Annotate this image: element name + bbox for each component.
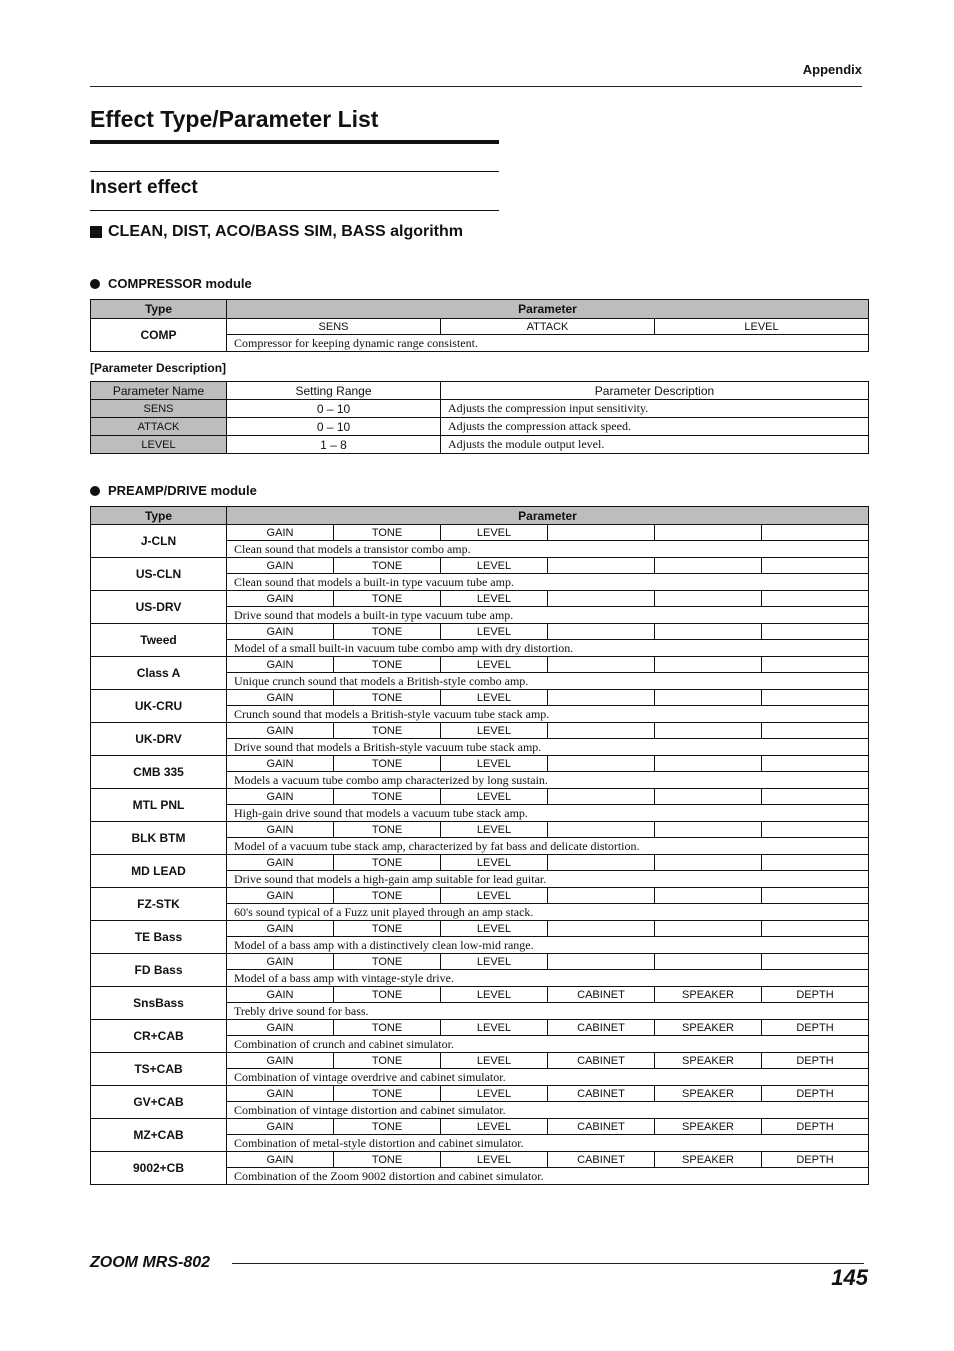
effect-description: Combination of the Zoom 9002 distortion and cabinet simulator. — [227, 1168, 869, 1185]
param-cell: TONE — [334, 1053, 441, 1069]
effect-description: Drive sound that models a high-gain amp suitable for lead guitar. — [227, 871, 869, 888]
param-cell: TONE — [334, 822, 441, 838]
param-cell — [762, 624, 869, 640]
col-type: Type — [91, 300, 227, 319]
param-cell — [548, 888, 655, 904]
col-param-name: Parameter Name — [91, 382, 227, 400]
effect-description: Crunch sound that models a British-style vacuum tube stack amp. — [227, 706, 869, 723]
param-cell — [762, 756, 869, 772]
effect-description: Combination of vintage overdrive and cabinet simulator. — [227, 1069, 869, 1086]
param-cell — [655, 525, 762, 541]
effect-type: MZ+CAB — [91, 1119, 227, 1152]
effect-type: MTL PNL — [91, 789, 227, 822]
effect-description: Drive sound that models a built-in type vacuum tube amp. — [227, 607, 869, 624]
param-cell: GAIN — [227, 723, 334, 739]
param-cell: LEVEL — [441, 1119, 548, 1135]
param-cell: LEVEL — [441, 624, 548, 640]
subtitle-rule-top — [90, 171, 499, 172]
param-cell: TONE — [334, 723, 441, 739]
effect-type: TS+CAB — [91, 1053, 227, 1086]
param-cell: LEVEL — [441, 1020, 548, 1036]
effect-description: Clean sound that models a built-in type vacuum tube amp. — [227, 574, 869, 591]
table-row — [91, 756, 869, 772]
param-cell — [655, 789, 762, 805]
effect-description: Clean sound that models a transistor combo amp. — [227, 541, 869, 558]
param-cell: TONE — [334, 624, 441, 640]
section-subtitle: Insert effect — [90, 177, 198, 198]
algorithm-heading — [90, 223, 463, 241]
param-cell — [762, 954, 869, 970]
param-cell: GAIN — [227, 822, 334, 838]
param-cell: LEVEL — [655, 319, 869, 335]
table-row — [91, 1152, 869, 1168]
col-param-description: Parameter Description — [441, 382, 869, 400]
table-row — [91, 1086, 869, 1102]
param-cell: DEPTH — [762, 1053, 869, 1069]
col-setting-range: Setting Range — [227, 382, 441, 400]
effect-description: 60's sound typical of a Fuzz unit played through an amp stack. — [227, 904, 869, 921]
param-cell — [548, 624, 655, 640]
param-cell — [655, 657, 762, 673]
bullet-icon — [90, 279, 100, 289]
param-cell: TONE — [334, 954, 441, 970]
param-cell: TONE — [334, 921, 441, 937]
effect-type: BLK BTM — [91, 822, 227, 855]
param-cell — [762, 822, 869, 838]
param-cell — [762, 855, 869, 871]
param-cell — [548, 921, 655, 937]
header-rule — [90, 86, 862, 87]
param-desc-table — [90, 381, 869, 454]
table-row — [91, 1053, 869, 1069]
effect-description: Model of a bass amp with vintage-style drive. — [227, 970, 869, 987]
param-cell — [762, 921, 869, 937]
param-cell: LEVEL — [441, 591, 548, 607]
effect-description: Combination of crunch and cabinet simulator. — [227, 1036, 869, 1053]
param-cell — [548, 954, 655, 970]
param-cell: LEVEL — [441, 1053, 548, 1069]
table-row — [91, 1119, 869, 1135]
effect-type: J-CLN — [91, 525, 227, 558]
param-cell: TONE — [334, 1119, 441, 1135]
param-desc-label: [Parameter Description] — [90, 361, 227, 375]
effect-type: US-CLN — [91, 558, 227, 591]
table-row — [91, 525, 869, 541]
table-row — [91, 855, 869, 871]
square-bullet-icon — [90, 226, 102, 238]
param-cell: SPEAKER — [655, 1152, 762, 1168]
param-cell: GAIN — [227, 690, 334, 706]
param-cell: TONE — [334, 789, 441, 805]
param-cell: LEVEL — [441, 789, 548, 805]
table-row — [91, 822, 869, 838]
param-cell: TONE — [334, 525, 441, 541]
param-cell: SPEAKER — [655, 1020, 762, 1036]
setting-range: 0 – 10 — [227, 400, 441, 418]
param-cell: CABINET — [548, 1020, 655, 1036]
param-cell: SPEAKER — [655, 1053, 762, 1069]
param-cell — [548, 525, 655, 541]
param-cell — [655, 822, 762, 838]
effect-description: Models a vacuum tube combo amp characterized by long sustain. — [227, 772, 869, 789]
param-cell — [655, 591, 762, 607]
subtitle-rule-bottom — [90, 210, 499, 211]
param-cell: CABINET — [548, 1119, 655, 1135]
param-cell: TONE — [334, 558, 441, 574]
param-cell — [762, 723, 869, 739]
param-cell: LEVEL — [441, 525, 548, 541]
effect-type: Tweed — [91, 624, 227, 657]
param-cell: SENS — [227, 319, 441, 335]
param-cell: TONE — [334, 756, 441, 772]
param-cell: GAIN — [227, 657, 334, 673]
param-cell: GAIN — [227, 888, 334, 904]
param-name: ATTACK — [91, 418, 227, 436]
param-cell: LEVEL — [441, 987, 548, 1003]
effect-description: Combination of vintage distortion and cabinet simulator. — [227, 1102, 869, 1119]
table-row — [91, 921, 869, 937]
effect-type: 9002+CB — [91, 1152, 227, 1185]
param-cell: TONE — [334, 1152, 441, 1168]
param-cell: GAIN — [227, 1119, 334, 1135]
param-cell: TONE — [334, 657, 441, 673]
param-cell — [655, 690, 762, 706]
param-cell: GAIN — [227, 525, 334, 541]
param-cell: LEVEL — [441, 921, 548, 937]
param-cell — [548, 855, 655, 871]
param-cell: SPEAKER — [655, 1086, 762, 1102]
page-number: 145 — [831, 1265, 868, 1290]
param-name: SENS — [91, 400, 227, 418]
param-cell: TONE — [334, 855, 441, 871]
table-row — [91, 723, 869, 739]
col-parameter: Parameter — [227, 300, 869, 319]
param-cell: GAIN — [227, 1086, 334, 1102]
param-cell: GAIN — [227, 1053, 334, 1069]
footer-rule — [232, 1263, 864, 1264]
effect-type: GV+CAB — [91, 1086, 227, 1119]
param-cell — [548, 822, 655, 838]
effect-type: CMB 335 — [91, 756, 227, 789]
effect-type: US-DRV — [91, 591, 227, 624]
param-cell: CABINET — [548, 987, 655, 1003]
param-cell: LEVEL — [441, 954, 548, 970]
algorithm-heading-text: CLEAN, DIST, ACO/BASS SIM, BASS algorithm — [108, 223, 463, 240]
param-cell: LEVEL — [441, 723, 548, 739]
param-cell: LEVEL — [441, 756, 548, 772]
param-cell — [548, 657, 655, 673]
param-cell: TONE — [334, 1086, 441, 1102]
param-cell: GAIN — [227, 855, 334, 871]
param-cell: CABINET — [548, 1086, 655, 1102]
param-cell: GAIN — [227, 1020, 334, 1036]
table-row — [91, 657, 869, 673]
param-cell — [548, 591, 655, 607]
param-cell: GAIN — [227, 1152, 334, 1168]
param-cell — [762, 690, 869, 706]
param-cell: SPEAKER — [655, 987, 762, 1003]
section-label: Appendix — [802, 62, 862, 77]
table-row — [91, 888, 869, 904]
param-cell — [655, 954, 762, 970]
param-cell: GAIN — [227, 789, 334, 805]
param-cell: DEPTH — [762, 1119, 869, 1135]
effect-type: TE Bass — [91, 921, 227, 954]
param-cell: GAIN — [227, 558, 334, 574]
param-cell: TONE — [334, 987, 441, 1003]
effect-type: Class A — [91, 657, 227, 690]
param-cell — [762, 657, 869, 673]
param-cell: SPEAKER — [655, 1119, 762, 1135]
table-row — [91, 954, 869, 970]
effect-description: Compressor for keeping dynamic range consistent. — [227, 335, 869, 352]
effect-description: Drive sound that models a British-style vacuum tube stack amp. — [227, 739, 869, 756]
param-cell — [655, 855, 762, 871]
param-cell: TONE — [334, 591, 441, 607]
param-cell: LEVEL — [441, 690, 548, 706]
compressor-heading — [90, 276, 252, 291]
col-parameter: Parameter — [227, 507, 869, 525]
table-row — [91, 591, 869, 607]
param-cell — [655, 888, 762, 904]
param-cell: DEPTH — [762, 1086, 869, 1102]
effect-type: SnsBass — [91, 987, 227, 1020]
param-cell — [655, 624, 762, 640]
param-cell — [548, 690, 655, 706]
effect-type: FZ-STK — [91, 888, 227, 921]
compressor-table — [90, 299, 869, 352]
param-cell: LEVEL — [441, 1152, 548, 1168]
table-row — [91, 987, 869, 1003]
param-cell: GAIN — [227, 591, 334, 607]
bullet-icon — [90, 486, 100, 496]
table-row — [91, 624, 869, 640]
table-row — [91, 1020, 869, 1036]
table-row — [91, 690, 869, 706]
preamp-table — [90, 506, 869, 1185]
preamp-heading-text: PREAMP/DRIVE module — [108, 483, 257, 498]
param-cell: LEVEL — [441, 558, 548, 574]
setting-range: 0 – 10 — [227, 418, 441, 436]
table-row — [91, 558, 869, 574]
param-cell: LEVEL — [441, 657, 548, 673]
effect-type: FD Bass — [91, 954, 227, 987]
param-description: Adjusts the compression attack speed. — [441, 418, 869, 436]
param-cell — [655, 921, 762, 937]
param-cell: GAIN — [227, 756, 334, 772]
effect-type: CR+CAB — [91, 1020, 227, 1053]
param-cell — [762, 525, 869, 541]
param-cell — [762, 558, 869, 574]
effect-type: UK-DRV — [91, 723, 227, 756]
param-cell — [762, 789, 869, 805]
col-type: Type — [91, 507, 227, 525]
param-cell — [548, 789, 655, 805]
param-cell — [548, 723, 655, 739]
preamp-heading — [90, 483, 257, 498]
param-name: LEVEL — [91, 436, 227, 454]
param-cell — [655, 558, 762, 574]
param-cell: ATTACK — [441, 319, 655, 335]
param-cell: TONE — [334, 888, 441, 904]
title-rule — [90, 140, 499, 144]
effect-description: Model of a small built-in vacuum tube combo amp with dry distortion. — [227, 640, 869, 657]
param-cell: TONE — [334, 1020, 441, 1036]
param-cell: GAIN — [227, 954, 334, 970]
effect-type: UK-CRU — [91, 690, 227, 723]
param-cell: TONE — [334, 690, 441, 706]
param-cell: CABINET — [548, 1053, 655, 1069]
effect-description: Combination of metal-style distortion and cabinet simulator. — [227, 1135, 869, 1152]
effect-description: High-gain drive sound that models a vacuum tube stack amp. — [227, 805, 869, 822]
effect-type: MD LEAD — [91, 855, 227, 888]
table-row — [91, 789, 869, 805]
param-cell: LEVEL — [441, 822, 548, 838]
param-cell — [762, 888, 869, 904]
param-description: Adjusts the compression input sensitivity. — [441, 400, 869, 418]
effect-description: Unique crunch sound that models a British-style combo amp. — [227, 673, 869, 690]
param-cell: LEVEL — [441, 1086, 548, 1102]
param-cell — [762, 591, 869, 607]
param-cell: LEVEL — [441, 888, 548, 904]
param-cell — [548, 756, 655, 772]
param-cell — [655, 756, 762, 772]
effect-type: COMP — [91, 319, 227, 352]
param-cell: DEPTH — [762, 1152, 869, 1168]
param-cell: LEVEL — [441, 855, 548, 871]
param-cell: GAIN — [227, 987, 334, 1003]
param-cell: CABINET — [548, 1152, 655, 1168]
param-cell: GAIN — [227, 921, 334, 937]
param-cell — [655, 723, 762, 739]
effect-description: Model of a vacuum tube stack amp, characterized by fat bass and delicate distortion. — [227, 838, 869, 855]
page-title: Effect Type/Parameter List — [90, 106, 379, 132]
effect-description: Trebly drive sound for bass. — [227, 1003, 869, 1020]
compressor-heading-text: COMPRESSOR module — [108, 276, 252, 291]
effect-description: Model of a bass amp with a distinctively clean low-mid range. — [227, 937, 869, 954]
footer-brand: ZOOM MRS-802 — [90, 1254, 211, 1271]
param-cell — [548, 558, 655, 574]
param-description: Adjusts the module output level. — [441, 436, 869, 454]
param-cell: DEPTH — [762, 987, 869, 1003]
param-cell: GAIN — [227, 624, 334, 640]
setting-range: 1 – 8 — [227, 436, 441, 454]
param-cell: DEPTH — [762, 1020, 869, 1036]
